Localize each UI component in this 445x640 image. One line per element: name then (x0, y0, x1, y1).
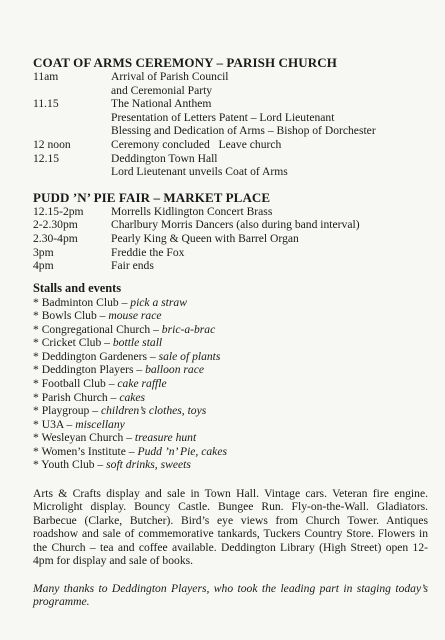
ceremony-schedule (33, 70, 428, 179)
stall-item (33, 363, 428, 377)
stall-name: * Wesleyan Church – (33, 431, 135, 445)
schedule-row (33, 70, 428, 97)
stall-activity: children’s clothes, toys (100, 404, 207, 418)
stall-item (33, 350, 428, 364)
schedule-row (33, 138, 428, 152)
event-line: Deddington Town Hall (111, 151, 218, 165)
stall-item (33, 404, 428, 418)
fair-schedule (33, 205, 428, 273)
stall-name: * Football Club – (33, 377, 118, 390)
stall-item (33, 445, 428, 459)
programme-page (33, 55, 428, 609)
stall-name: * Cricket Club – (33, 336, 113, 350)
schedule-time: 4pm (33, 259, 54, 273)
schedule-event: Charlbury Morris Dancers (also during band interval) (111, 218, 360, 232)
stall-name: * Congregational Church – (33, 322, 162, 336)
stall-activity: cake raffle (117, 377, 167, 390)
schedule-row (33, 246, 428, 260)
stall-name: * Playgroup – (33, 404, 101, 418)
attractions-paragraph: Arts & Crafts display and sale in Town Hall. Vintage cars. Veteran fire engine. Microlight display. Bouncy Castle. Bungee Run. Fly-on-the-Wall. Gladiators. Barbecue (Clarke, Butcher). Bird’s eye views from Church Tower. Antiques roadshow and sale of commemorative tankards, Tuckers Country Store. Flowers in the Church – tea and coffee available. Deddington Library (High Street) open 12-4pm for display and sale of books. (33, 486, 428, 568)
schedule-time: 3pm (33, 245, 54, 259)
schedule-event: Freddie the Fox (111, 245, 185, 259)
ceremony-heading: COAT OF ARMS CEREMONY – PARISH CHURCH (33, 55, 337, 70)
schedule-time: 12 noon (33, 137, 71, 151)
stall-name: * Badminton Club – (33, 295, 131, 309)
stall-activity: soft drinks, sweets (106, 458, 191, 472)
stall-name: * Deddington Players – (33, 363, 146, 377)
fair-heading: PUDD ’N’ PIE FAIR – MARKET PLACE (33, 189, 271, 205)
schedule-event: Morrells Kidlington Concert Brass (111, 204, 273, 218)
schedule-event (111, 70, 428, 97)
schedule-event (111, 152, 428, 179)
event-line: Lord Lieutenant unveils Coat of Arms (111, 165, 288, 179)
event-line: and Ceremonial Party (111, 83, 213, 97)
schedule-row (33, 205, 428, 219)
event-line: Blessing and Dedication of Arms – Bishop of Dorchester (111, 124, 376, 138)
schedule-row (33, 232, 428, 246)
stall-name: * Parish Church – (33, 390, 120, 404)
stall-name: * U3A – (33, 417, 76, 431)
stalls-list (33, 296, 428, 472)
stall-activity: bottle stall (112, 336, 163, 350)
stalls-heading: Stalls and events (33, 280, 122, 295)
schedule-time: 12.15 (33, 151, 60, 165)
schedule-event: Pearly King & Queen with Barrel Organ (111, 231, 299, 245)
stall-activity: sale of plants (158, 349, 221, 363)
stall-activity: treasure hunt (134, 431, 197, 445)
schedule-event (111, 138, 428, 152)
stall-activity: cakes (119, 390, 146, 404)
stall-item (33, 323, 428, 337)
schedule-time: 2.30-4pm (33, 231, 78, 245)
schedule-row (33, 152, 428, 179)
stall-activity: Pudd ’n’ Pie, cakes (137, 444, 227, 458)
stall-item (33, 377, 428, 391)
event-line: Ceremony concluded Leave church (111, 137, 282, 151)
stall-item (33, 391, 428, 405)
event-line: Presentation of Letters Patent – Lord Lieutenant (111, 110, 335, 124)
stall-activity: miscellany (75, 417, 125, 431)
schedule-time: 11am (33, 70, 59, 83)
schedule-row (33, 97, 428, 138)
stall-name: * Deddington Gardeners – (33, 349, 159, 363)
schedule-event: Fair ends (111, 259, 154, 273)
stall-item (33, 418, 428, 432)
stall-name: * Women’s Institute – (33, 444, 138, 458)
stall-item (33, 431, 428, 445)
schedule-time: 12.15-2pm (33, 204, 84, 218)
schedule-event (111, 97, 428, 138)
stall-activity: mouse race (108, 309, 162, 323)
event-line: Arrival of Parish Council (111, 70, 229, 83)
stall-item (33, 336, 428, 350)
stall-activity: balloon race (145, 363, 204, 377)
stall-name: * Bowls Club – (33, 309, 109, 323)
schedule-time: 2-2.30pm (33, 218, 78, 232)
stall-item (33, 309, 428, 323)
stall-name: * Youth Club – (33, 458, 107, 472)
stall-activity: bric-a-brac (161, 322, 216, 336)
stall-item (33, 296, 428, 310)
stall-activity: pick a straw (130, 295, 187, 309)
event-line: The National Anthem (111, 97, 212, 111)
schedule-row (33, 218, 428, 232)
schedule-row (33, 259, 428, 273)
stall-item (33, 458, 428, 472)
thanks-paragraph: Many thanks to Deddington Players, who took the leading part in staging today’s programme. (33, 581, 428, 609)
schedule-time: 11.15 (33, 97, 59, 111)
